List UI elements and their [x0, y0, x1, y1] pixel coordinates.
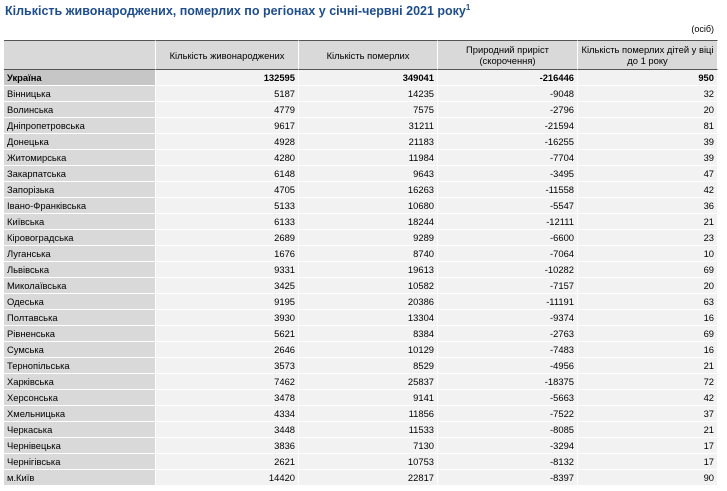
table-row [4, 310, 718, 326]
region-name: Волинська [4, 102, 156, 118]
header-natural-growth: Природний приріст (скорочення) [438, 40, 578, 70]
region-name: Одеська [4, 294, 156, 310]
natural-growth-value: -5547 [438, 198, 578, 214]
region-name: Тернопільська [4, 358, 156, 374]
natural-growth-value: -7157 [438, 278, 578, 294]
table-header [4, 40, 718, 70]
births-value: 3425 [156, 278, 299, 294]
natural-growth-value: -9374 [438, 310, 578, 326]
unit-label: (осіб) [691, 24, 714, 34]
deaths-value: 31211 [299, 118, 438, 134]
infant-deaths-value: 17 [578, 454, 718, 470]
deaths-value: 8740 [299, 246, 438, 262]
header-region [4, 40, 156, 70]
region-name: Україна [4, 70, 156, 86]
region-name: Вінницька [4, 86, 156, 102]
deaths-value: 22817 [299, 470, 438, 486]
infant-deaths-value: 950 [578, 70, 718, 86]
infant-deaths-value: 21 [578, 422, 718, 438]
natural-growth-value: -6600 [438, 230, 578, 246]
region-name: Кіровоградська [4, 230, 156, 246]
region-name: Львівська [4, 262, 156, 278]
infant-deaths-value: 10 [578, 246, 718, 262]
deaths-value: 18244 [299, 214, 438, 230]
natural-growth-value: -16255 [438, 134, 578, 150]
infant-deaths-value: 37 [578, 406, 718, 422]
table-row [4, 214, 718, 230]
table-row [4, 406, 718, 422]
infant-deaths-value: 17 [578, 438, 718, 454]
deaths-value: 7575 [299, 102, 438, 118]
page-title-text: Кількість живонароджених, померлих по регіонах у січні-червні 2021 року [5, 4, 466, 19]
natural-growth-value: -7704 [438, 150, 578, 166]
deaths-value: 19613 [299, 262, 438, 278]
deaths-value: 7130 [299, 438, 438, 454]
table-row [4, 198, 718, 214]
births-value: 3573 [156, 358, 299, 374]
deaths-value: 11533 [299, 422, 438, 438]
births-value: 3930 [156, 310, 299, 326]
births-value: 4705 [156, 182, 299, 198]
header-row [4, 40, 718, 70]
births-value: 9195 [156, 294, 299, 310]
table-row [4, 166, 718, 182]
table-row [4, 150, 718, 166]
births-value: 9331 [156, 262, 299, 278]
natural-growth-value: -8085 [438, 422, 578, 438]
births-value: 4779 [156, 102, 299, 118]
natural-growth-value: -5663 [438, 390, 578, 406]
table-row [4, 182, 718, 198]
births-value: 7462 [156, 374, 299, 390]
births-value: 6133 [156, 214, 299, 230]
table-row [4, 438, 718, 454]
natural-growth-value: -8132 [438, 454, 578, 470]
infant-deaths-value: 81 [578, 118, 718, 134]
table-row [4, 358, 718, 374]
deaths-value: 9643 [299, 166, 438, 182]
region-name: м.Київ [4, 470, 156, 486]
region-name: Івано-Франківська [4, 198, 156, 214]
infant-deaths-value: 42 [578, 390, 718, 406]
deaths-value: 10129 [299, 342, 438, 358]
region-name: Закарпатська [4, 166, 156, 182]
births-value: 5621 [156, 326, 299, 342]
infant-deaths-value: 36 [578, 198, 718, 214]
natural-growth-value: -3294 [438, 438, 578, 454]
table-row [4, 230, 718, 246]
infant-deaths-value: 69 [578, 326, 718, 342]
table-row [4, 86, 718, 102]
data-table [4, 40, 718, 486]
natural-growth-value: -18375 [438, 374, 578, 390]
natural-growth-value: -7522 [438, 406, 578, 422]
infant-deaths-value: 16 [578, 310, 718, 326]
births-value: 132595 [156, 70, 299, 86]
births-value: 14420 [156, 470, 299, 486]
table-row [4, 262, 718, 278]
natural-growth-value: -2763 [438, 326, 578, 342]
infant-deaths-value: 20 [578, 278, 718, 294]
deaths-value: 16263 [299, 182, 438, 198]
region-name: Луганська [4, 246, 156, 262]
births-value: 9617 [156, 118, 299, 134]
births-value: 2621 [156, 454, 299, 470]
region-name: Рівненська [4, 326, 156, 342]
header-births: Кількість живонароджених [156, 40, 299, 70]
table-row [4, 118, 718, 134]
table-row [4, 102, 718, 118]
page-title [5, 3, 470, 18]
deaths-value: 13304 [299, 310, 438, 326]
births-value: 6148 [156, 166, 299, 182]
region-name: Запорізька [4, 182, 156, 198]
infant-deaths-value: 32 [578, 86, 718, 102]
natural-growth-value: -9048 [438, 86, 578, 102]
natural-growth-value: -4956 [438, 358, 578, 374]
region-name: Хмельницька [4, 406, 156, 422]
births-value: 4334 [156, 406, 299, 422]
region-name: Миколаївська [4, 278, 156, 294]
deaths-value: 20386 [299, 294, 438, 310]
table-row [4, 326, 718, 342]
deaths-value: 21183 [299, 134, 438, 150]
table-row [4, 246, 718, 262]
births-value: 5187 [156, 86, 299, 102]
infant-deaths-value: 69 [578, 262, 718, 278]
deaths-value: 10753 [299, 454, 438, 470]
region-name: Чернівецька [4, 438, 156, 454]
deaths-value: 11984 [299, 150, 438, 166]
table-row [4, 278, 718, 294]
natural-growth-value: -3495 [438, 166, 578, 182]
births-value: 3836 [156, 438, 299, 454]
region-name: Харківська [4, 374, 156, 390]
infant-deaths-value: 23 [578, 230, 718, 246]
natural-growth-value: -21594 [438, 118, 578, 134]
deaths-value: 10680 [299, 198, 438, 214]
deaths-value: 25837 [299, 374, 438, 390]
births-value: 2689 [156, 230, 299, 246]
region-name: Донецька [4, 134, 156, 150]
deaths-value: 8529 [299, 358, 438, 374]
deaths-value: 10582 [299, 278, 438, 294]
region-name: Черкаська [4, 422, 156, 438]
infant-deaths-value: 39 [578, 150, 718, 166]
deaths-value: 11856 [299, 406, 438, 422]
region-name: Київська [4, 214, 156, 230]
infant-deaths-value: 20 [578, 102, 718, 118]
natural-growth-value: -216446 [438, 70, 578, 86]
births-value: 5133 [156, 198, 299, 214]
infant-deaths-value: 21 [578, 358, 718, 374]
births-value: 3478 [156, 390, 299, 406]
natural-growth-value: -8397 [438, 470, 578, 486]
natural-growth-value: -11558 [438, 182, 578, 198]
table-row [4, 454, 718, 470]
natural-growth-value: -10282 [438, 262, 578, 278]
deaths-value: 8384 [299, 326, 438, 342]
deaths-value: 9141 [299, 390, 438, 406]
deaths-value: 9289 [299, 230, 438, 246]
footnote-mark[interactable]: 1 [465, 3, 471, 12]
births-value: 3448 [156, 422, 299, 438]
infant-deaths-value: 42 [578, 182, 718, 198]
deaths-value: 14235 [299, 86, 438, 102]
natural-growth-value: -12111 [438, 214, 578, 230]
region-name: Сумська [4, 342, 156, 358]
natural-growth-value: -2796 [438, 102, 578, 118]
table-row [4, 134, 718, 150]
table-row [4, 470, 718, 486]
natural-growth-value: -7483 [438, 342, 578, 358]
natural-growth-value: -7064 [438, 246, 578, 262]
infant-deaths-value: 47 [578, 166, 718, 182]
births-value: 4280 [156, 150, 299, 166]
region-name: Полтавська [4, 310, 156, 326]
infant-deaths-value: 39 [578, 134, 718, 150]
header-infant-deaths: Кількість померлих дітей у віці до 1 року [578, 40, 718, 70]
infant-deaths-value: 16 [578, 342, 718, 358]
table-row [4, 342, 718, 358]
births-value: 1676 [156, 246, 299, 262]
table-row [4, 374, 718, 390]
region-name: Чернігівська [4, 454, 156, 470]
table-row [4, 390, 718, 406]
infant-deaths-value: 21 [578, 214, 718, 230]
table-row [4, 422, 718, 438]
births-value: 4928 [156, 134, 299, 150]
table-body [4, 70, 718, 486]
infant-deaths-value: 90 [578, 470, 718, 486]
table-row-total [4, 70, 718, 86]
infant-deaths-value: 72 [578, 374, 718, 390]
table-row [4, 294, 718, 310]
infant-deaths-value: 63 [578, 294, 718, 310]
births-value: 2646 [156, 342, 299, 358]
deaths-value: 349041 [299, 70, 438, 86]
region-name: Херсонська [4, 390, 156, 406]
natural-growth-value: -11191 [438, 294, 578, 310]
region-name: Дніпропетровська [4, 118, 156, 134]
header-deaths: Кількість померлих [299, 40, 438, 70]
region-name: Житомирська [4, 150, 156, 166]
